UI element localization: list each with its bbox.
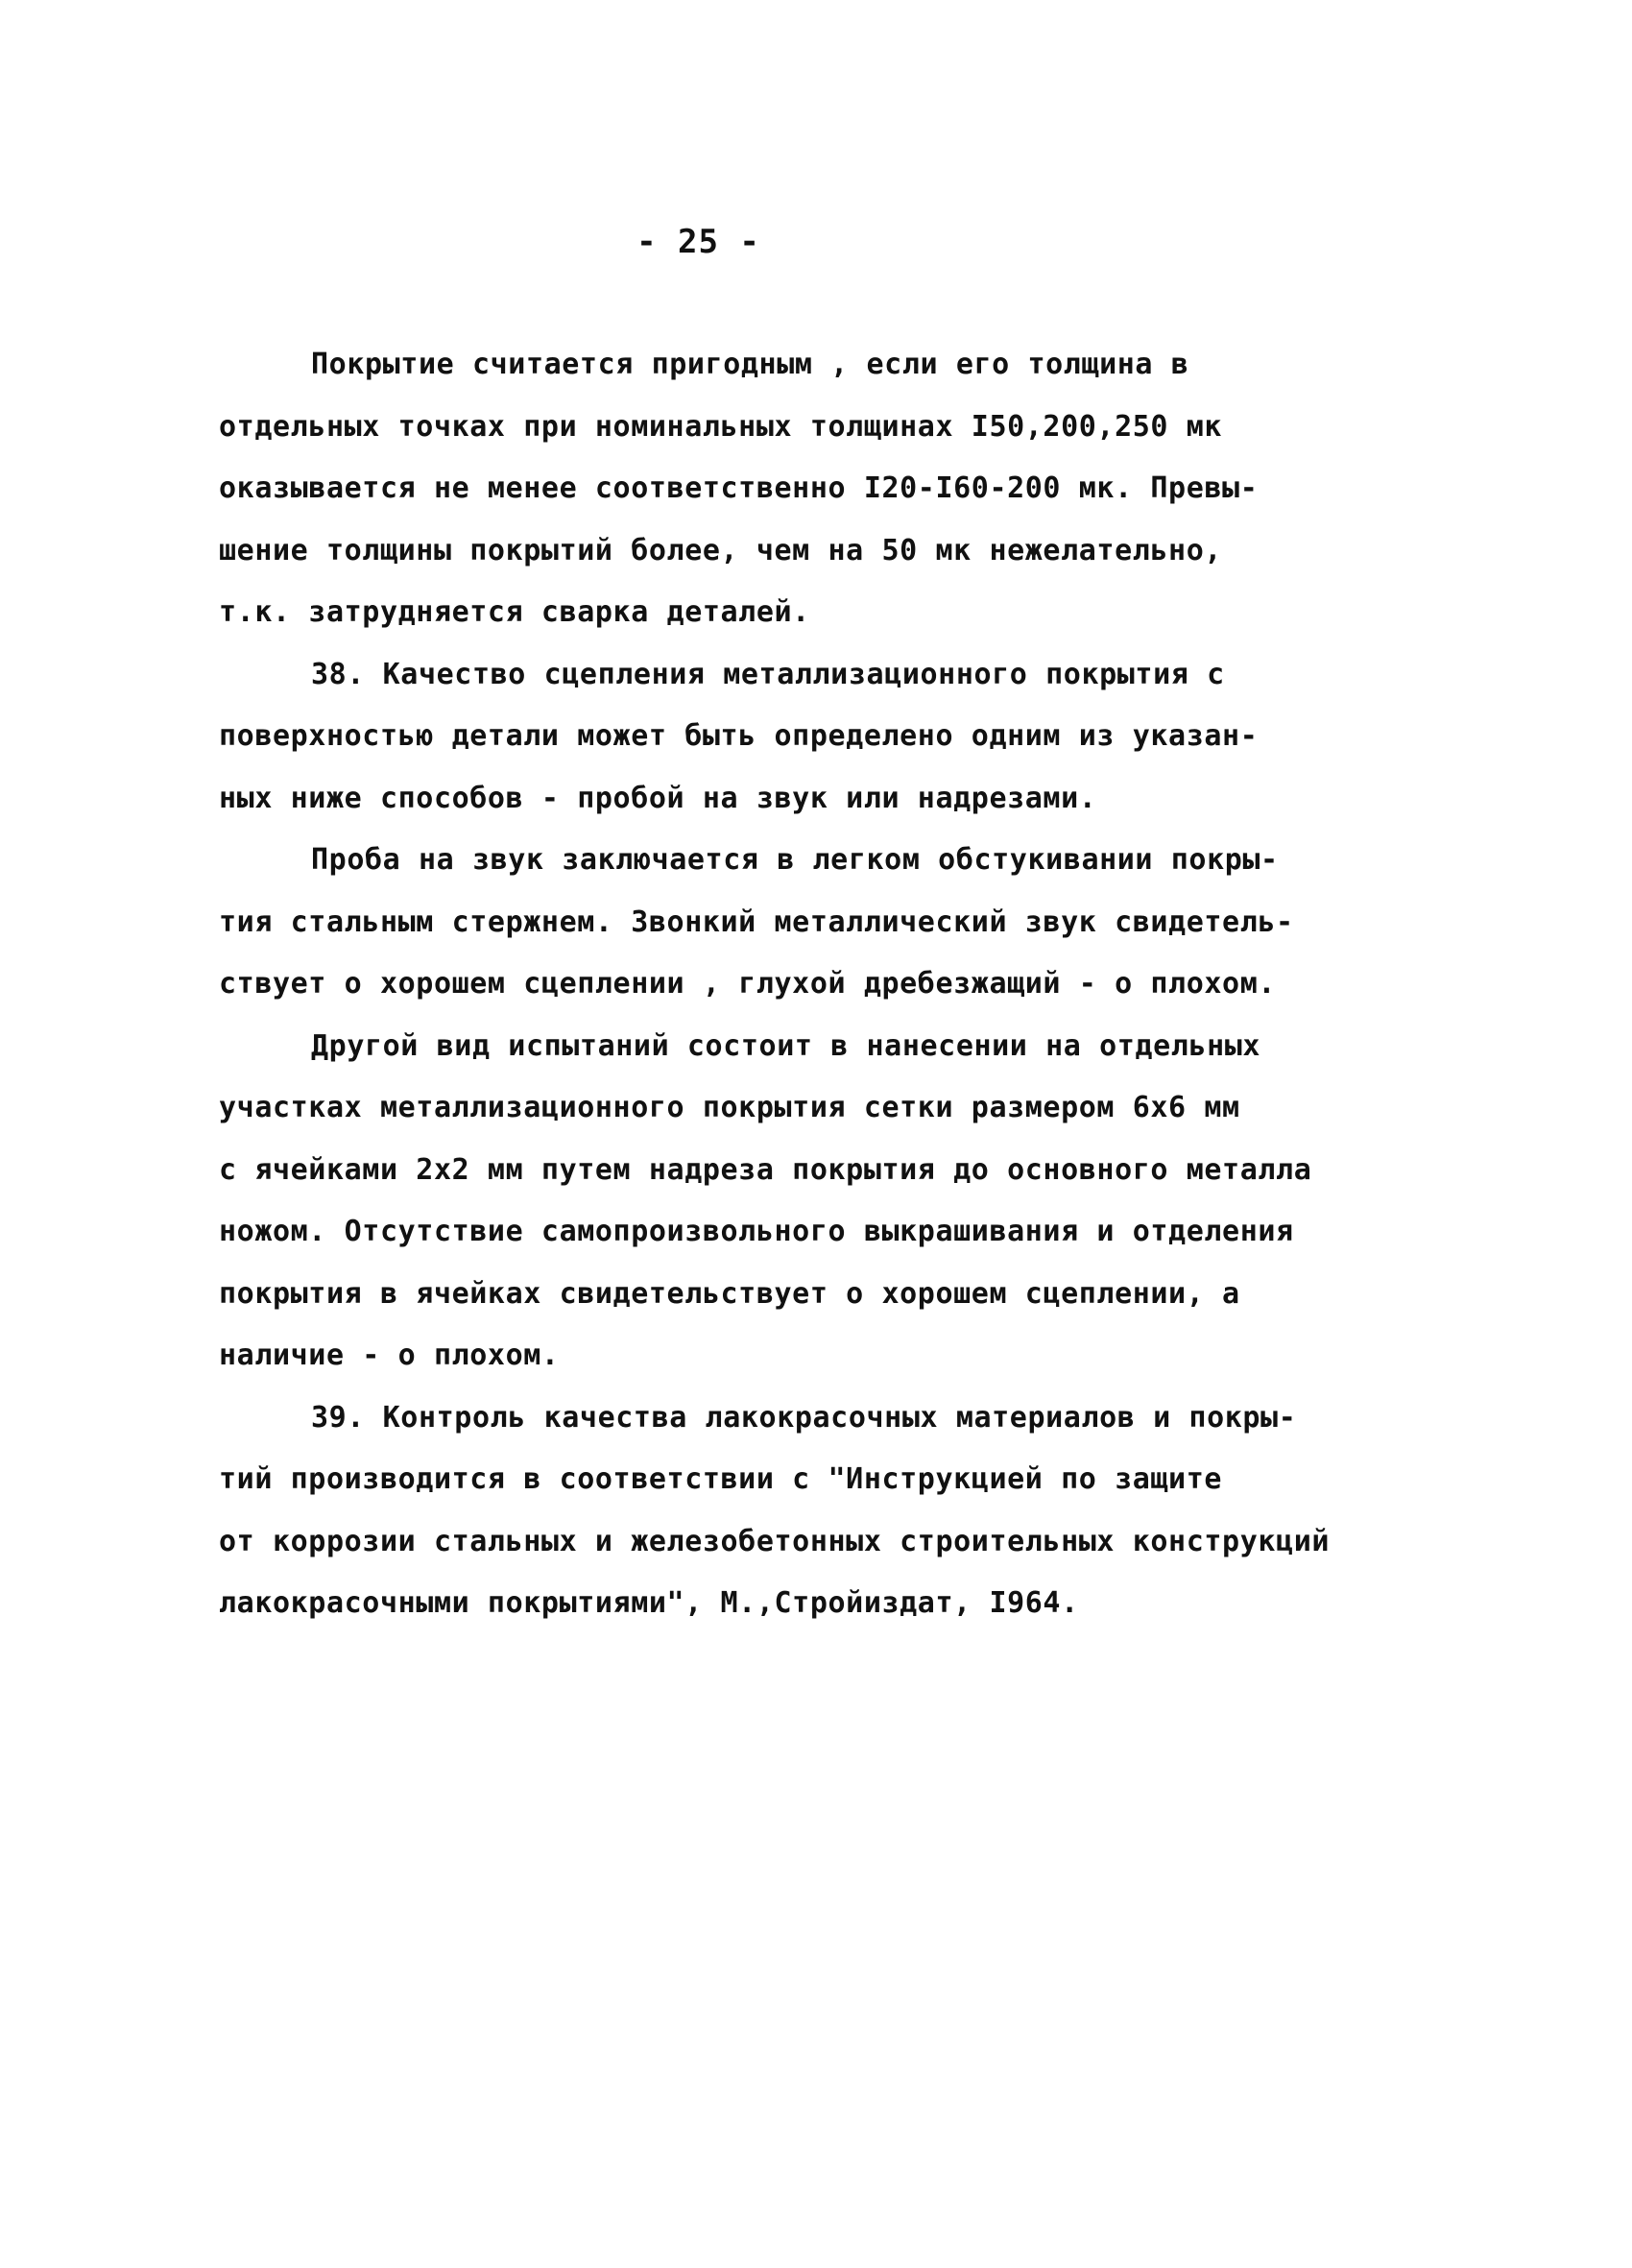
text-line: ствует о хорошем сцеплении , глухой дребезжащий - о плохом. <box>219 967 1277 1001</box>
text-line: ножом. Отсутствие самопроизвольного выкрашивания и отделения <box>219 1215 1294 1248</box>
text-line: 38. Качество сцепления металлизационного покрытия с <box>311 657 1225 691</box>
text-line: шение толщины покрытий более, чем на 50 мк нежелательно, <box>219 533 1223 567</box>
text-line: тия стальным стержнем. Звонкий металлический звук свидетель- <box>219 905 1294 939</box>
text-line: т.к. затрудняется сварка деталей. <box>219 595 810 629</box>
text-line: наличие - о плохом. <box>219 1339 560 1372</box>
body-text <box>219 334 1457 1635</box>
text-line: покрытия в ячейках свидетельствует о хорошем сцеплении, а <box>219 1276 1240 1311</box>
text-line: Проба на звук заключается в легком обстукивании покры- <box>311 843 1279 877</box>
text-line: с ячейками 2х2 мм путем надреза покрытия до основного металла <box>219 1152 1312 1187</box>
text-line: Другой вид испытаний состоит в нанесении на отдельных <box>311 1028 1261 1063</box>
text-line: от коррозии стальных и железобетонных строительных конструкций <box>219 1524 1331 1558</box>
text-line: Покрытие считается пригодным , если его толщина в <box>311 348 1189 381</box>
page-number: - 25 - <box>636 223 760 261</box>
text-line: поверхностью детали может быть определено одним из указан- <box>219 719 1259 753</box>
text-line: ных ниже способов - пробой на звук или надрезами. <box>219 781 1097 815</box>
text-line: отдельных точках при номинальных толщинах I50,200,250 мк <box>219 409 1223 444</box>
text-line: 39. Контроль качества лакокрасочных материалов и покры- <box>311 1400 1297 1435</box>
text-line: оказывается не менее соответственно I20-I60-200 мк. Превы- <box>219 471 1259 505</box>
text-line: тий производится в соответствии с "Инструкцией по защите <box>219 1462 1223 1496</box>
text-line: участках металлизационного покрытия сетки размером 6х6 мм <box>219 1091 1240 1124</box>
text-line: лакокрасочными покрытиями", М.,Стройиздат, I964. <box>219 1586 1079 1620</box>
